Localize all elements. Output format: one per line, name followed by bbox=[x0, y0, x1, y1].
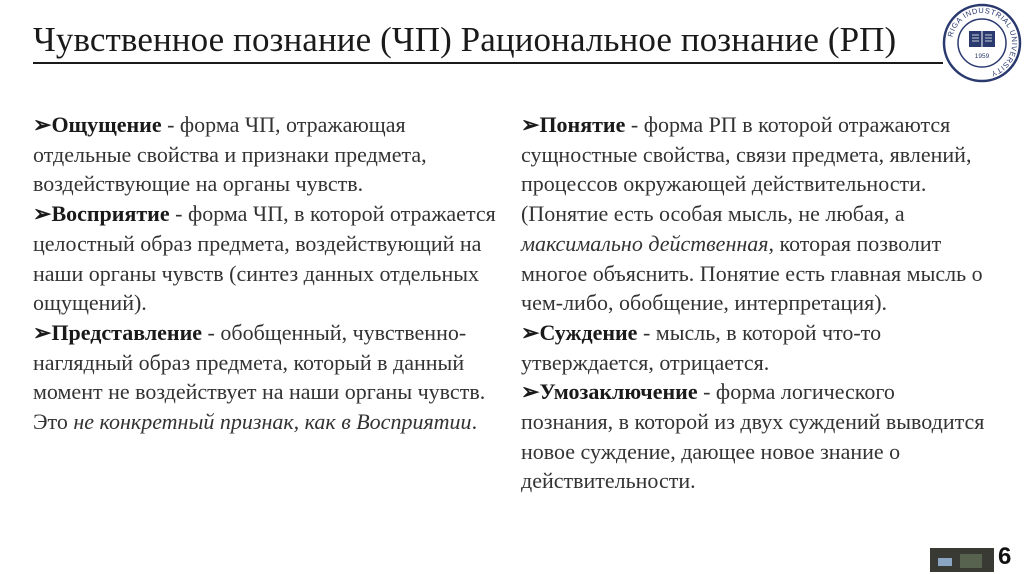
seal-year: 1959 bbox=[974, 53, 990, 60]
right-column-rational-cognition bbox=[521, 110, 991, 496]
term-label: Суждение bbox=[539, 319, 638, 345]
definition-tail: , которая позволит многое объяснить. Понятие есть главная мысль о чем-либо, обобщение, интерпретация). bbox=[521, 230, 983, 316]
list-item-judgment bbox=[521, 318, 991, 377]
term-label: Восприятие bbox=[51, 201, 170, 227]
italic-emphasis: максимально действенная bbox=[521, 230, 769, 256]
arrow-bullet-icon: ➢ bbox=[33, 201, 52, 227]
term-label: Ощущение bbox=[51, 112, 162, 137]
list-item-perception bbox=[33, 199, 503, 318]
arrow-bullet-icon: ➢ bbox=[33, 319, 52, 345]
arrow-bullet-icon: ➢ bbox=[521, 319, 540, 345]
list-item-sensation bbox=[33, 110, 503, 199]
definition-text: - форма ЧП, отражающая отдельные свойства и признаки предмета, воздействующие на органы чувств. bbox=[33, 112, 427, 197]
definition-text: - форма логического познания, в которой из двух суждений выводится новое суждение, дающее новое знание о действительности. bbox=[521, 379, 985, 494]
title-underline bbox=[33, 62, 943, 64]
university-seal-icon bbox=[942, 3, 1022, 83]
arrow-bullet-icon: ➢ bbox=[521, 112, 540, 137]
italic-emphasis: не конкретный признак, как в Восприятии bbox=[73, 409, 472, 435]
term-label: Понятие bbox=[539, 112, 626, 137]
term-label: Представление bbox=[51, 319, 203, 345]
list-item-inference bbox=[521, 377, 991, 496]
definition-tail: . bbox=[471, 409, 478, 435]
page-number: 6 bbox=[998, 543, 1012, 570]
definition-text: - обобщенный, чувственно-наглядный образ предмета, который в данный момент не воздействует на наши органы чувств. Это bbox=[33, 319, 486, 435]
definition-text: - мысль, в которой что-то утверждается, отрицается. bbox=[521, 319, 882, 375]
seal-ring-text: RIGA INDUSTRIAL UNIVERSITY bbox=[945, 5, 1020, 79]
list-item-concept bbox=[521, 110, 991, 318]
arrow-bullet-icon: ➢ bbox=[33, 112, 52, 137]
arrow-bullet-icon: ➢ bbox=[521, 379, 540, 405]
list-item-representation bbox=[33, 318, 503, 437]
definition-text: - форма ЧП, в которой отражается целостный образ предмета, воздействующий на наши органы чувств (синтез данных отдельных ощущений). bbox=[33, 201, 496, 316]
left-column-sensory-cognition bbox=[33, 110, 503, 437]
slide-title: Чувственное познание (ЧП) Рациональное познание (РП) bbox=[33, 20, 897, 59]
slide-thumbnail-preview[interactable] bbox=[930, 548, 994, 572]
definition-text: - форма РП в которой отражаются сущностные свойства, связи предмета, явлений, процессов окружающей действительности. (Понятие есть особая мысль, не любая, а bbox=[521, 112, 972, 227]
term-label: Умозаключение bbox=[539, 379, 698, 405]
